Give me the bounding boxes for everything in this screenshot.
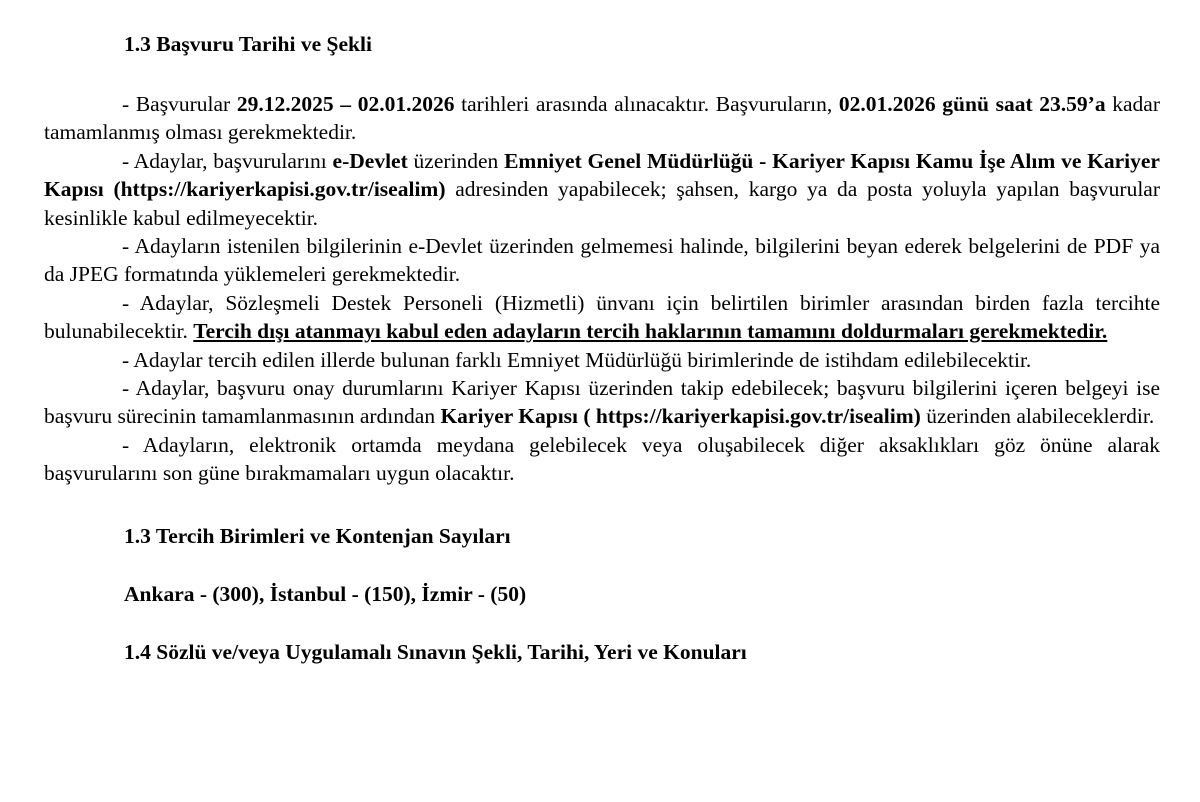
city-quotas: Ankara - (300), İstanbul - (150), İzmir - (50) (124, 581, 527, 606)
paragraph-basvuru-yeri (44, 147, 1160, 232)
text: - Adaylar, Sözleşmeli Destek Personeli (Hizmetli) ünvanı için belirtilen birimler arasından birden fazla tercihte bulunabilecektir. (44, 290, 1160, 344)
edevlet-label: e-Devlet (332, 148, 408, 173)
text: kadar tamamlanmış olması gerekmektedir. (44, 92, 1161, 145)
section-heading-sinav: 1.4 Sözlü ve/veya Uygulamalı Sınavın Şekli, Tarihi, Yeri ve Konuları (124, 639, 747, 664)
tercih-warning: Tercih dışı atanmayı kabul eden adayların tercih haklarının tamamını doldurmaları gerekmektedir. (193, 319, 1108, 344)
text: - Adaylar, başvurularını (122, 148, 333, 173)
paragraph-onay-durumu (44, 374, 1160, 431)
text: - Adaylar, başvuru onay durumlarını Kariyer Kapısı üzerinden takip edebilecek; başvuru bilgilerini içeren belgeyi ise başvuru sürecinin tamamlanmasının ardından (44, 376, 1160, 429)
section-heading-basvuru: 1.3 Başvuru Tarihi ve Şekli (124, 32, 372, 56)
paragraph-basvuru-tarihleri (44, 90, 1160, 147)
paragraph-belge-yukleme: - Adayların istenilen bilgilerinin e-Devlet üzerinden gelmemesi halinde, bilgilerini beyan ederek belgelerini de PDF ya da JPEG formatında yüklemeleri gerekmektedir. (44, 234, 1160, 287)
paragraph-tercih (44, 289, 1160, 346)
text: adresinden yapabilecek; şahsen, kargo ya da posta yoluyla yapılan başvurular kesinlikle kabul edilmeyecektir. (44, 177, 1160, 230)
kariyer-kapisi-link: Emniyet Genel Müdürlüğü - Kariyer Kapısı Kamu İşe Alım ve Kariyer Kapısı (https://kariyerkapisi.gov.tr/isealim) (44, 148, 1160, 202)
application-deadline: 02.01.2026 günü saat 23.59’a (838, 92, 1106, 116)
application-dates: 29.12.2025 – 02.01.2026 (236, 92, 455, 116)
text: tarihleri arasında alınacaktır. Başvuruların, (454, 92, 839, 116)
text: üzerinden (407, 148, 505, 173)
paragraph-aksaklik: - Adayların, elektronik ortamda meydana gelebilecek veya oluşabilecek diğer aksaklıkları göz önüne alarak başvurularını son güne bırakmamaları uygun olacaktır. (44, 432, 1160, 486)
paragraph-istihdam: - Adaylar tercih edilen illerde bulunan farklı Emniyet Müdürlüğü birimlerinde de istihdam edilebilecektir. (122, 347, 1032, 372)
text: üzerinden alabileceklerdir. (920, 404, 1155, 429)
section-heading-tercih-birimleri: 1.3 Tercih Birimleri ve Kontenjan Sayıları (124, 523, 511, 548)
kariyer-kapisi-link-2: Kariyer Kapısı ( https://kariyerkapisi.gov.tr/isealim) (440, 404, 921, 429)
text: - Başvurular (122, 92, 237, 116)
